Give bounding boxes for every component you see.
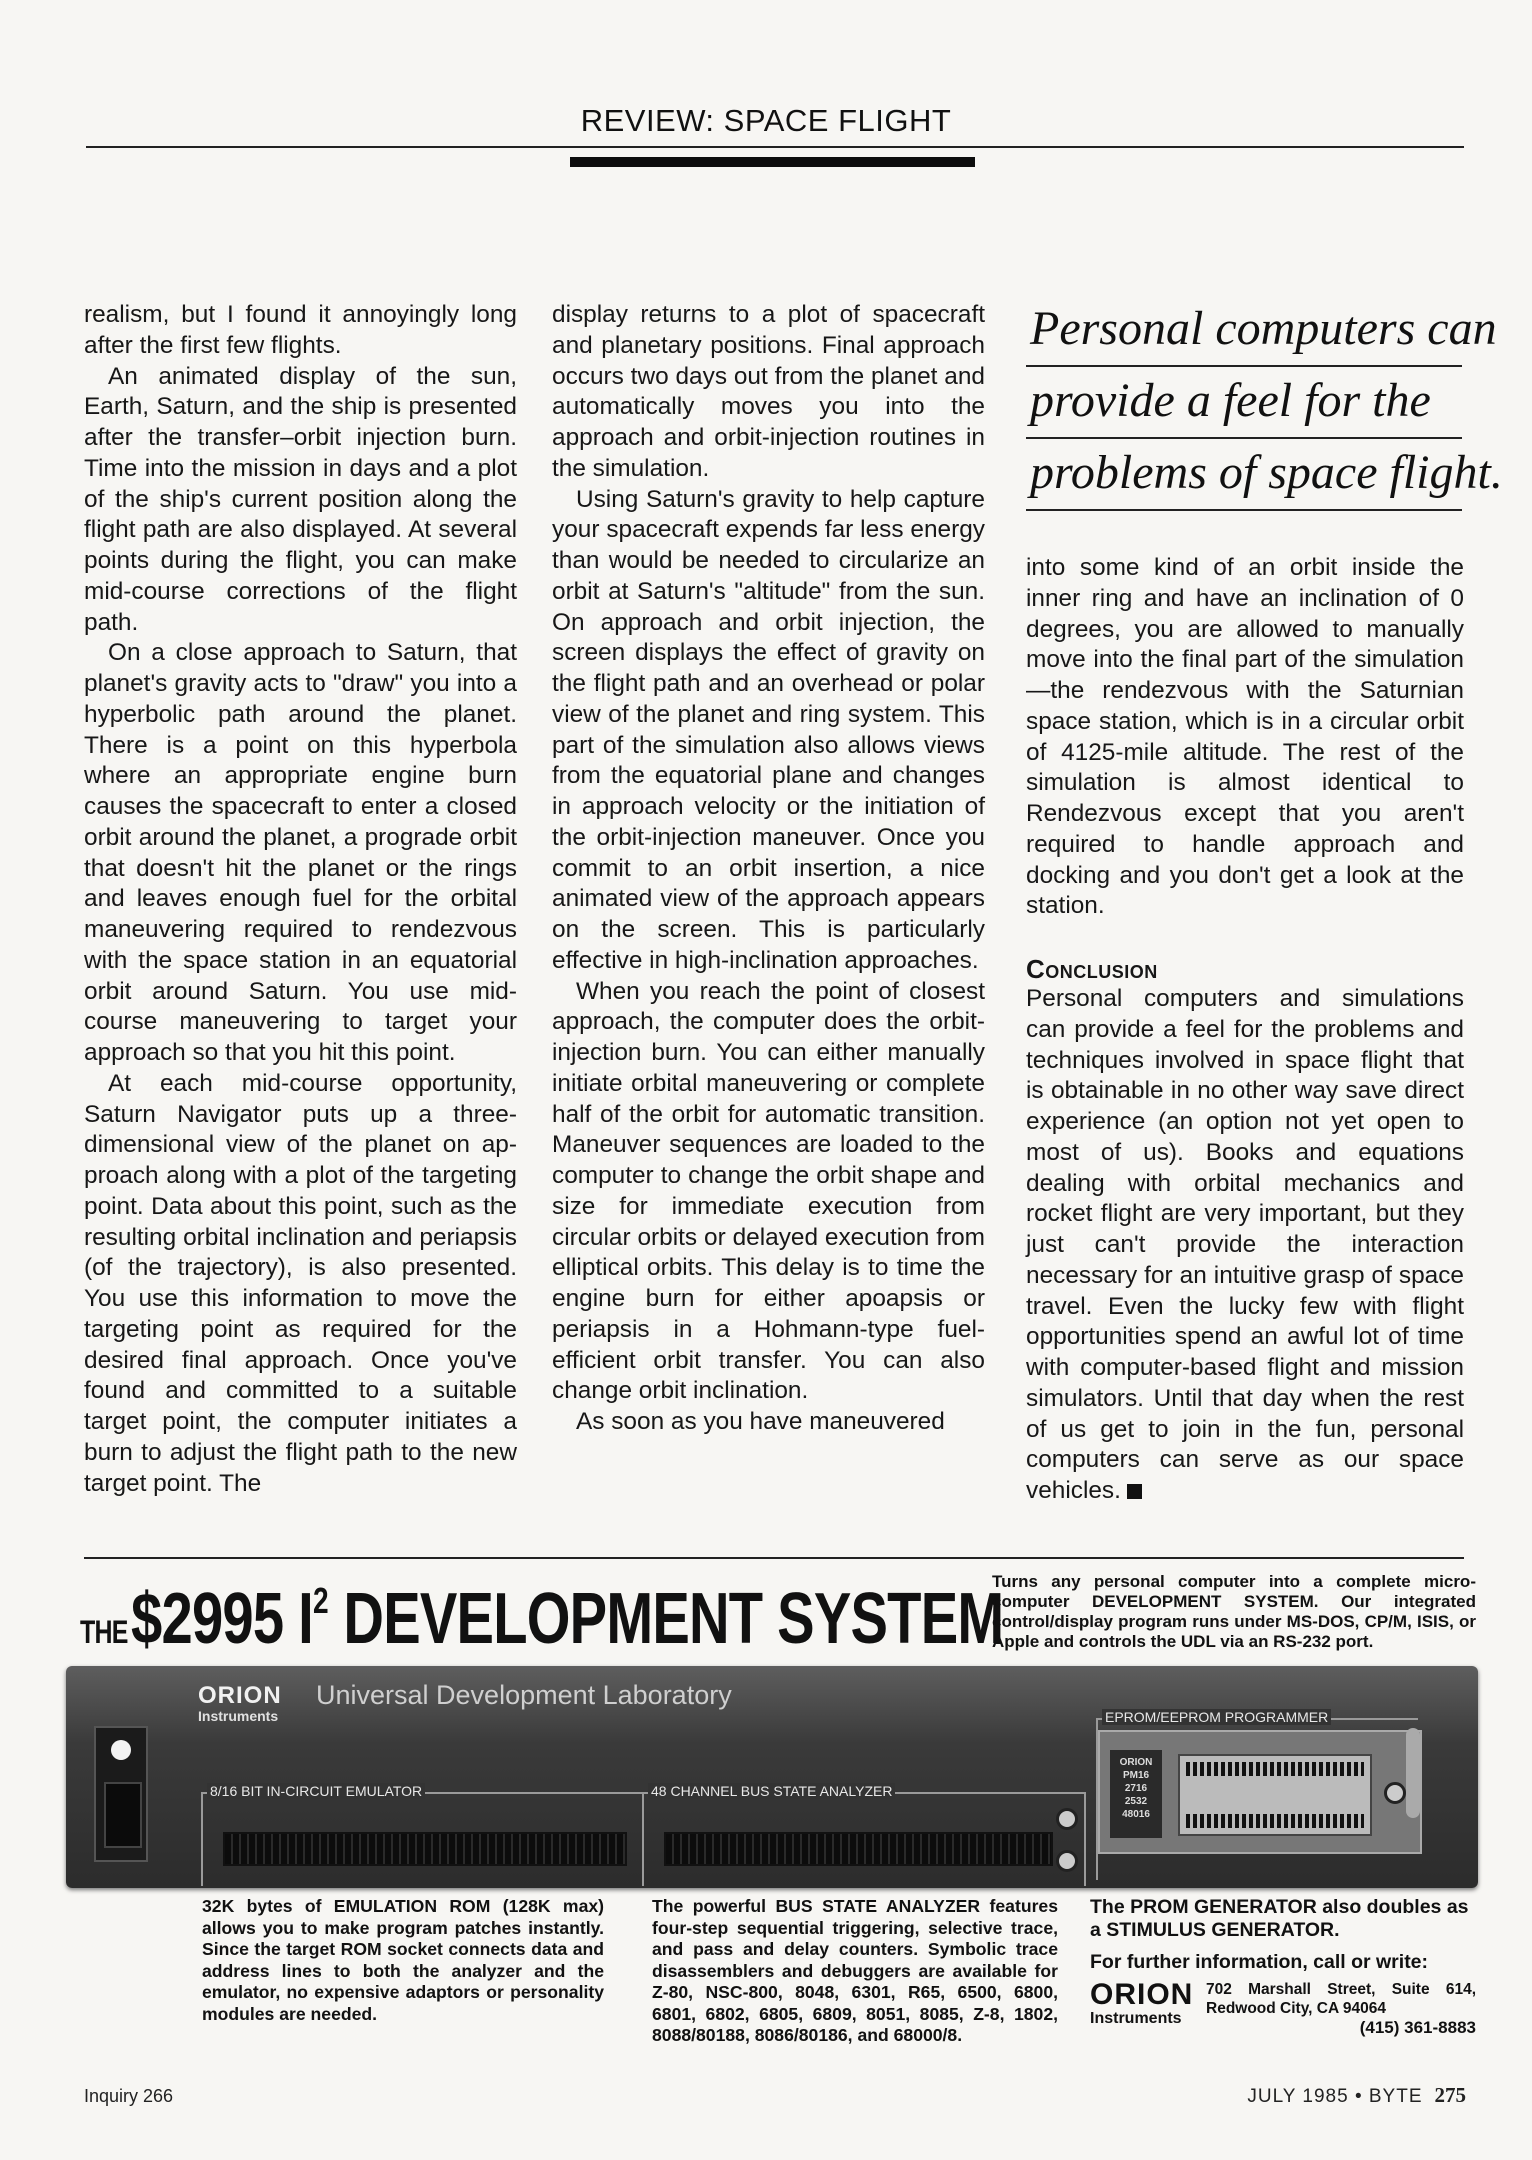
analyzer-knob-icon bbox=[1056, 1850, 1078, 1872]
socket-pins-icon bbox=[1186, 1814, 1364, 1828]
header-rule bbox=[86, 146, 1464, 148]
conclusion-heading bbox=[1026, 954, 1464, 984]
ad-headline-rest: DEVELOPMENT SYSTEM bbox=[328, 1579, 1004, 1659]
contact-heading: For further information, call or write: bbox=[1090, 1951, 1429, 1973]
analyzer-panel-label: 48 CHANNEL BUS STATE ANALYZER bbox=[648, 1783, 895, 1799]
ad-headline-sup: 2 bbox=[312, 1580, 329, 1621]
pull-quote-line: provide a feel for the bbox=[1026, 367, 1462, 439]
emulator-panel-label: 8/16 BIT IN-CIRCUIT EMULATOR bbox=[207, 1783, 425, 1799]
paragraph: display returns to a plot of spacecraft and planetary positions. Final approach occurs two days out from the planet and automatically moves you into the approach and orbit-injection routines in the simulation. bbox=[552, 301, 985, 482]
pull-quote bbox=[1026, 295, 1503, 511]
pull-quote-line: Personal computers can bbox=[1026, 295, 1462, 367]
analyzer-connector bbox=[664, 1832, 1053, 1866]
orion-logo-sub: Instruments bbox=[1090, 2010, 1182, 2027]
address-text: 702 Marshall Street, Suite 614, Redwood City, CA 94064 bbox=[1206, 1981, 1476, 2017]
article-column-1 bbox=[84, 300, 517, 1499]
conclusion-heading-text: Conclusion bbox=[1026, 954, 1158, 984]
paragraph: Using Saturn's gravity to help capture your spacecraft expends far less energy than would be needed to circularize an orbit at Saturn's "altitude" from the sun. On approach and orbit injection, the screen displays the effect of gravity on the flight path and an overhead or polar view of the planet and ring system. This part of the simulation also allows views from the equatorial plane and changes in approach velocity or the initiation of the orbit-injection maneuver. Once you commit to an orbit insertion, a nice animated view of the approach appears on the screen. This is particularly effective in high-inclination approaches. bbox=[552, 485, 985, 974]
ad-column-analyzer: The powerful BUS STATE ANALYZER features four-step sequential triggering, selective trace, and pass and delay counters. Symbolic trace disassemblers and debuggers are available for Z-80, NSC-800, 8048, 6301, R65, 6500, 6800, 6801, 6802, 6805, 6809, 8051, 8085, Z-8, 1802, 8088/80188, 8086/80186, and 68000/8. bbox=[652, 1896, 1058, 2045]
power-light-icon bbox=[111, 1740, 131, 1760]
paragraph: When you reach the point of closest approach, the computer does the orbit-injection burn. You can either manually initiate orbital maneuvering or complete half of the orbit for automatic transition. Maneuver sequences are loaded to the computer to change the orbit shape and size for immediate execution from circular orbits or delayed execution from elliptical orbits. This delay is to time the engine burn for either apoapsis or periapsis in a Hohmann-type fuel-efficient orbit transfer. You can also change orbit inclination. bbox=[552, 977, 985, 1405]
device-title: Universal Development Laboratory bbox=[316, 1680, 732, 1710]
orion-address bbox=[1206, 1980, 1476, 2037]
ad-rule bbox=[84, 1557, 1464, 1559]
article-column-3 bbox=[1026, 553, 1464, 1507]
chip-label: PM16 bbox=[1122, 1770, 1150, 1781]
phone-number: (415) 361-8883 bbox=[1359, 2018, 1476, 2037]
eprom-knob-icon bbox=[1384, 1782, 1406, 1804]
emulator-connector bbox=[223, 1832, 627, 1866]
device-brand: ORION bbox=[198, 1682, 282, 1709]
ad-column-contact bbox=[1090, 1896, 1476, 2066]
device-brand-sub: Instruments bbox=[198, 1708, 279, 1724]
paragraph: realism, but I found it annoyingly long after the first few flights. bbox=[84, 301, 517, 359]
folio bbox=[1247, 2083, 1466, 2108]
end-mark-icon bbox=[1127, 1484, 1142, 1499]
header-bar bbox=[570, 157, 975, 167]
eprom-panel-label: EPROM/EEPROM PROGRAMMER bbox=[1102, 1709, 1331, 1725]
chip-label: 2716 bbox=[1124, 1783, 1148, 1794]
power-rocker-icon bbox=[104, 1782, 142, 1848]
socket-pins-icon bbox=[1186, 1762, 1364, 1776]
chip-label: 2532 bbox=[1124, 1796, 1148, 1807]
prom-generator-text: The PROM GENERATOR also doubles as a STIMULUS GENERATOR. bbox=[1090, 1896, 1469, 1941]
paragraph: At each mid-course opportunity, Saturn Navigator puts up a three-dimensional view of the planet on approach along with a plot of the targeting point. Data about this point, such as the resulting orbital inclination and periapsis (of the trajectory), is also presented. You use this information to move the targeting point as required for the desired final approach. Once you've found and committed to a suitable target point, the computer initiates a burn to adjust the flight path to the new target point. The bbox=[84, 1069, 517, 1497]
header-title: REVIEW: SPACE FLIGHT bbox=[580, 103, 952, 138]
ad-headline-price: $2995 I bbox=[131, 1579, 313, 1659]
device-photo bbox=[66, 1666, 1478, 1888]
chip-label: 48016 bbox=[1122, 1809, 1150, 1820]
inquiry-number: Inquiry 266 bbox=[84, 2086, 174, 2106]
conclusion-text: Personal computers and simulations can provide a feel for the problems and techniques involved in space flight that is obtainable in no other way save direct experience (an option not yet open to most of us). Books and equations dealing with orbital mechanics and rocket flight are very important, but they just can't provide the interaction necessary for an intuitive grasp of space travel. Even the lucky few with flight opportunities spend an awful lot of time with computer-based flight and mission simulators. Until that day when the rest of us get to join in the fun, personal computers can serve as our space vehicles. bbox=[1026, 985, 1464, 1504]
paragraph: On a close approach to Saturn, that planet's gravity acts to "draw" you into a hyperbolic path around the planet. There is a point on this hyperbola where an appropriate engine burn causes the spacecraft to enter a closed orbit around the planet, a prograde orbit that doesn't hit the planet or the rings and leaves enough fuel for the orbital maneuvering required to rendezvous with the space station in an equatorial orbit around Saturn. You use mid-course maneuvering to target your approach so that you hit this point. bbox=[84, 639, 517, 1066]
ad-column-emulator: 32K bytes of EMULATION ROM (128K max) allows you to make program patches instantly. Since the target ROM socket connects data and address lines to both the analyzer and the emulator, no expensive adaptors or personality modules are needed. bbox=[202, 1896, 604, 2024]
article-column-2 bbox=[552, 300, 985, 1438]
chip-label-strip bbox=[1110, 1750, 1162, 1838]
analyzer-panel bbox=[642, 1783, 1086, 1886]
issue-label: JULY 1985 • BYTE bbox=[1247, 2086, 1423, 2107]
analyzer-knob-icon bbox=[1056, 1808, 1078, 1830]
power-switch bbox=[94, 1726, 148, 1862]
chip-label: ORION bbox=[1119, 1757, 1153, 1768]
page-number: 275 bbox=[1434, 2083, 1466, 2107]
ad-headline bbox=[80, 1578, 1003, 1660]
emulator-panel bbox=[201, 1783, 648, 1886]
eprom-programmer bbox=[1098, 1730, 1422, 1854]
conclusion-paragraph bbox=[1026, 984, 1464, 1507]
ad-headline-the: THE bbox=[80, 1614, 128, 1650]
ad-blurb: Turns any personal computer into a complete microcomputer DEVELOPMENT SYSTEM. Our integrated control/display program runs under MS-DOS, CP/M, ISIS, or Apple and controls the UDL via an RS-232 port. bbox=[992, 1572, 1476, 1651]
paragraph: into some kind of an orbit inside the inner ring and have an inclination of 0 degrees, you are allowed to manually move into the final part of the simulation—the rendezvous with the Saturnian space station, which is in a circular orbit of 4125-mile altitude. The rest of the simulation is almost identical to Rendezvous except that you aren't required to handle approach and docking and you don't get a look at the station. bbox=[1026, 554, 1464, 920]
paragraph: An animated display of the sun, Earth, Saturn, and the ship is presented after the transfer–orbit injection burn. Time into the mission in days and a plot of the ship's current position along the flight path are also displayed. At several points during the flight, you can make mid-course corrections of the flight path. bbox=[84, 362, 517, 636]
pull-quote-line: problems of space flight. bbox=[1026, 439, 1462, 511]
orion-logo: ORION bbox=[1090, 1978, 1194, 2011]
zif-socket bbox=[1178, 1754, 1372, 1836]
paragraph: As soon as you have maneuvered bbox=[576, 1408, 945, 1435]
socket-lever-icon bbox=[1406, 1728, 1420, 1818]
